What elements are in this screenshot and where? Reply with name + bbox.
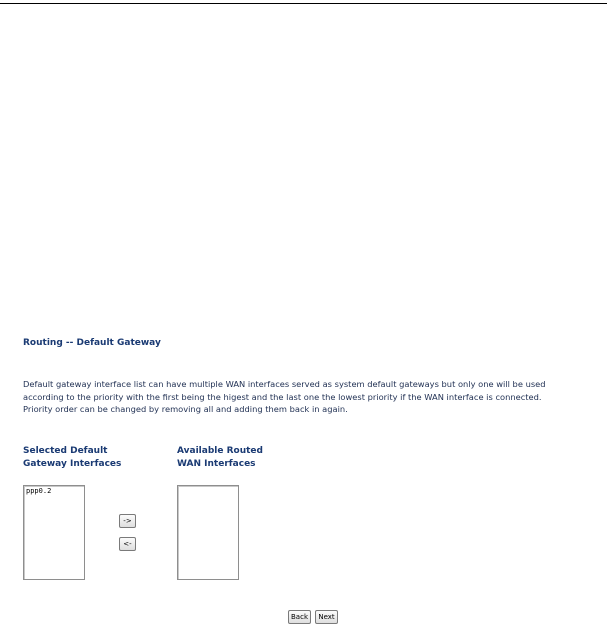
page-title: Routing -- Default Gateway	[23, 338, 161, 348]
next-button[interactable]: Next	[315, 610, 338, 624]
description-line: according to the priority with the first being the higest and the last one the lowest priority if the WAN interface is connected.	[23, 391, 542, 402]
top-divider	[0, 3, 607, 4]
description-text	[23, 378, 607, 416]
selected-interfaces-listbox[interactable]	[23, 485, 85, 580]
description-line: Default gateway interface list can have multiple WAN interfaces served as system default gateways but only one will be used	[23, 379, 546, 389]
available-interfaces-heading	[177, 445, 263, 471]
move-left-button[interactable]: <-	[119, 537, 136, 551]
selected-heading-line2: Gateway Interfaces	[23, 459, 122, 469]
available-heading-line2: WAN Interfaces	[177, 459, 256, 469]
description-line: Priority order can be changed by removing all and adding them back in again.	[23, 404, 348, 414]
available-heading-line1: Available Routed	[177, 446, 263, 456]
list-option-ppp0-2[interactable]: ppp0.2	[26, 487, 52, 495]
selected-heading-line1: Selected Default	[23, 446, 108, 456]
selected-interfaces-heading	[23, 445, 121, 471]
back-button[interactable]: Back	[288, 610, 311, 624]
move-right-button[interactable]: ->	[119, 514, 136, 528]
available-interfaces-listbox[interactable]	[177, 485, 239, 580]
